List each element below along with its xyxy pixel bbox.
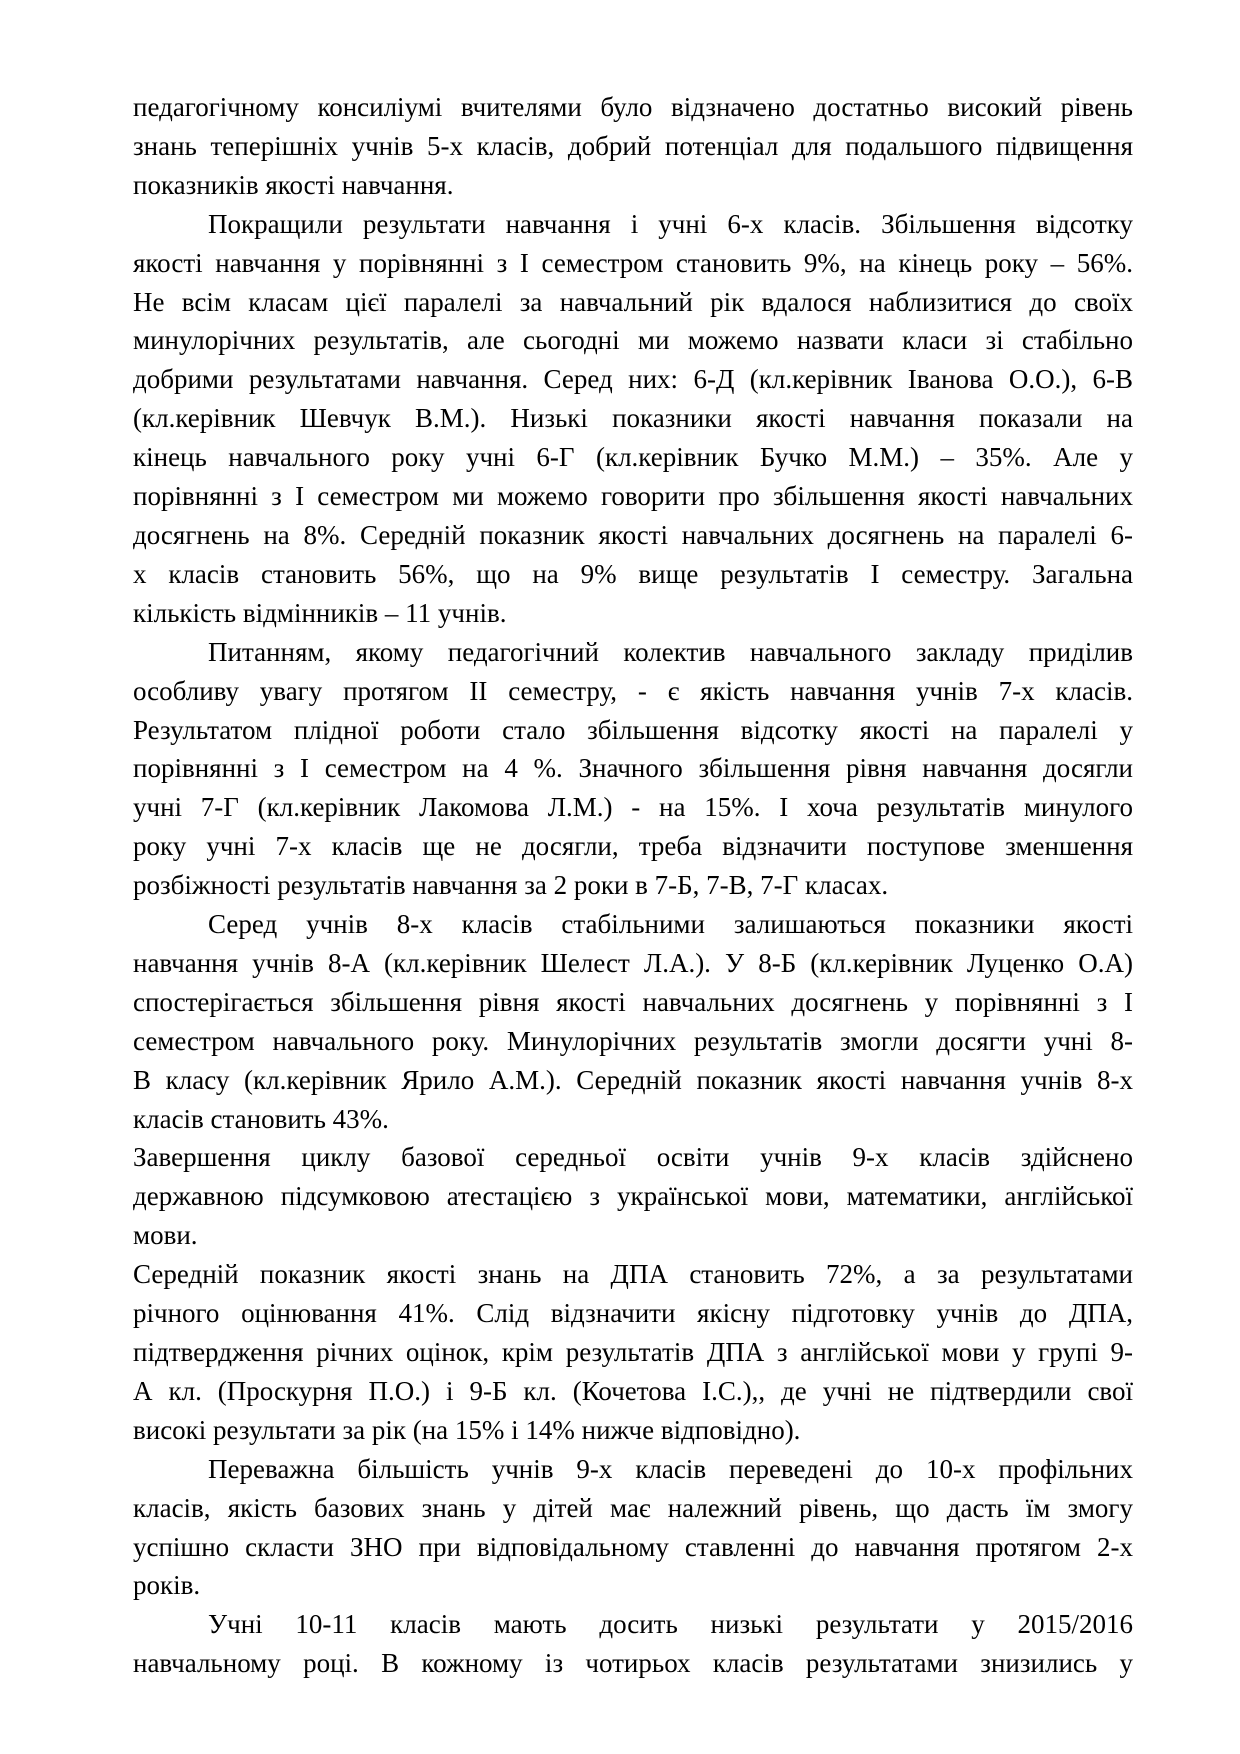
text-line: навчальному році. В кожному із чотирьох класів результатами знизились у xyxy=(133,1648,1133,1679)
document-body xyxy=(133,88,1133,1683)
text-line: особливу увагу протягом ІІ семестру, - є якість навчання учнів 7-х класів. xyxy=(133,675,1133,706)
text-line: Середній показник якості знань на ДПА становить 72%, а за результатами xyxy=(133,1259,1133,1290)
text-line: Результатом плідної роботи стало збільшення відсотку якості на паралелі у xyxy=(133,714,1133,745)
text-line: кількість відмінників – 11 учнів. xyxy=(133,597,507,628)
text-line: підтвердження річних оцінок, крім результатів ДПА з англійської мови у групі 9- xyxy=(133,1337,1133,1367)
text-line: класів, якість базових знань у дітей має належний рівень, що дасть їм змогу xyxy=(133,1492,1133,1523)
text-line: Переважна більшість учнів 9-х класів переведені до 10-х профільних xyxy=(208,1453,1133,1484)
text-line: х класів становить 56%, що на 9% вище результатів І семестру. Загальна xyxy=(133,558,1133,589)
text-line: Завершення циклу базової середньої освіти учнів 9-х класів здійснено xyxy=(133,1142,1133,1173)
text-line: В класу (кл.керівник Ярило А.М.). Середній показник якості навчання учнів 8-х xyxy=(133,1064,1133,1095)
text-line: Серед учнів 8-х класів стабільними залишаються показники якості xyxy=(208,909,1133,940)
paragraph-p5 xyxy=(133,1138,1133,1255)
text-line: порівнянні з І семестром ми можемо говорити про збільшення якості навчальних xyxy=(133,481,1133,512)
text-line: Учні 10-11 класів мають досить низькі результати у 2015/2016 xyxy=(208,1609,1133,1640)
text-line: спостерігається збільшення рівня якості навчальних досягнень у порівнянні з І xyxy=(133,986,1133,1017)
text-line: успішно скласти ЗНО при відповідальному ставленні до навчання протягом 2-х xyxy=(133,1531,1133,1562)
paragraph-p2 xyxy=(133,205,1133,633)
paragraph-p1 xyxy=(133,88,1133,205)
text-line: знань теперішніх учнів 5-х класів, добрий потенціал для подальшого підвищення xyxy=(133,130,1133,161)
text-line: якості навчання у порівнянні з І семестром становить 9%, на кінець року – 56%. xyxy=(133,247,1133,278)
text-line: досягнень на 8%. Середній показник якості навчальних досягнень на паралелі 6- xyxy=(133,519,1133,550)
text-line: (кл.керівник Шевчук В.М.). Низькі показники якості навчання показали на xyxy=(133,403,1133,434)
text-line: високі результати за рік (на 15% і 14% нижче відповідно). xyxy=(133,1414,801,1445)
text-line: Не всім класам цієї паралелі за навчальний рік вдалося наблизитися до своїх xyxy=(133,286,1133,317)
text-line: показників якості навчання. xyxy=(133,169,454,200)
text-line: року учні 7-х класів ще не досягли, треба відзначити поступове зменшення xyxy=(133,831,1133,862)
text-line: минулорічних результатів, але сьогодні ми можемо назвати класи зі стабільно xyxy=(133,325,1133,356)
paragraph-p6 xyxy=(133,1255,1133,1450)
text-line: державною підсумковою атестацією з української мови, математики, англійської xyxy=(133,1181,1133,1212)
paragraph-p8 xyxy=(133,1605,1133,1683)
text-line: навчання учнів 8-А (кл.керівник Шелест Л.А.). У 8-Б (кл.керівник Луценко О.А) xyxy=(133,947,1133,978)
text-line: кінець навчального року учні 6-Г (кл.керівник Бучко М.М.) – 35%. Але у xyxy=(133,442,1133,473)
text-line: Питанням, якому педагогічний колектив навчального закладу приділив xyxy=(208,636,1133,667)
text-line: порівнянні з І семестром на 4 %. Значного збільшення рівня навчання досягли xyxy=(133,753,1133,784)
paragraph-p7 xyxy=(133,1450,1133,1606)
text-line: класів становить 43%. xyxy=(133,1103,389,1134)
paragraph-p3 xyxy=(133,633,1133,905)
text-line: мови. xyxy=(133,1220,198,1251)
text-line: років. xyxy=(133,1570,201,1601)
text-line: педагогічному консиліумі вчителями було відзначено достатньо високий рівень xyxy=(133,92,1133,122)
text-line: учні 7-Г (кл.керівник Лакомова Л.М.) - на 15%. І хоча результатів минулого xyxy=(133,792,1133,823)
text-line: Покращили результати навчання і учні 6-х класів. Збільшення відсотку xyxy=(208,208,1133,239)
text-line: річного оцінювання 41%. Слід відзначити якісну підготовку учнів до ДПА, xyxy=(133,1298,1133,1329)
text-line: семестром навчального року. Минулорічних результатів змогли досягти учні 8- xyxy=(133,1025,1133,1056)
text-line: розбіжності результатів навчання за 2 роки в 7-Б, 7-В, 7-Г класах. xyxy=(133,870,889,901)
paragraph-p4 xyxy=(133,905,1133,1138)
text-line: добрими результатами навчання. Серед них: 6-Д (кл.керівник Іванова О.О.), 6-В xyxy=(133,364,1133,395)
text-line: А кл. (Проскурня П.О.) і 9-Б кл. (Кочетова І.С.),, де учні не підтвердили свої xyxy=(133,1375,1133,1406)
